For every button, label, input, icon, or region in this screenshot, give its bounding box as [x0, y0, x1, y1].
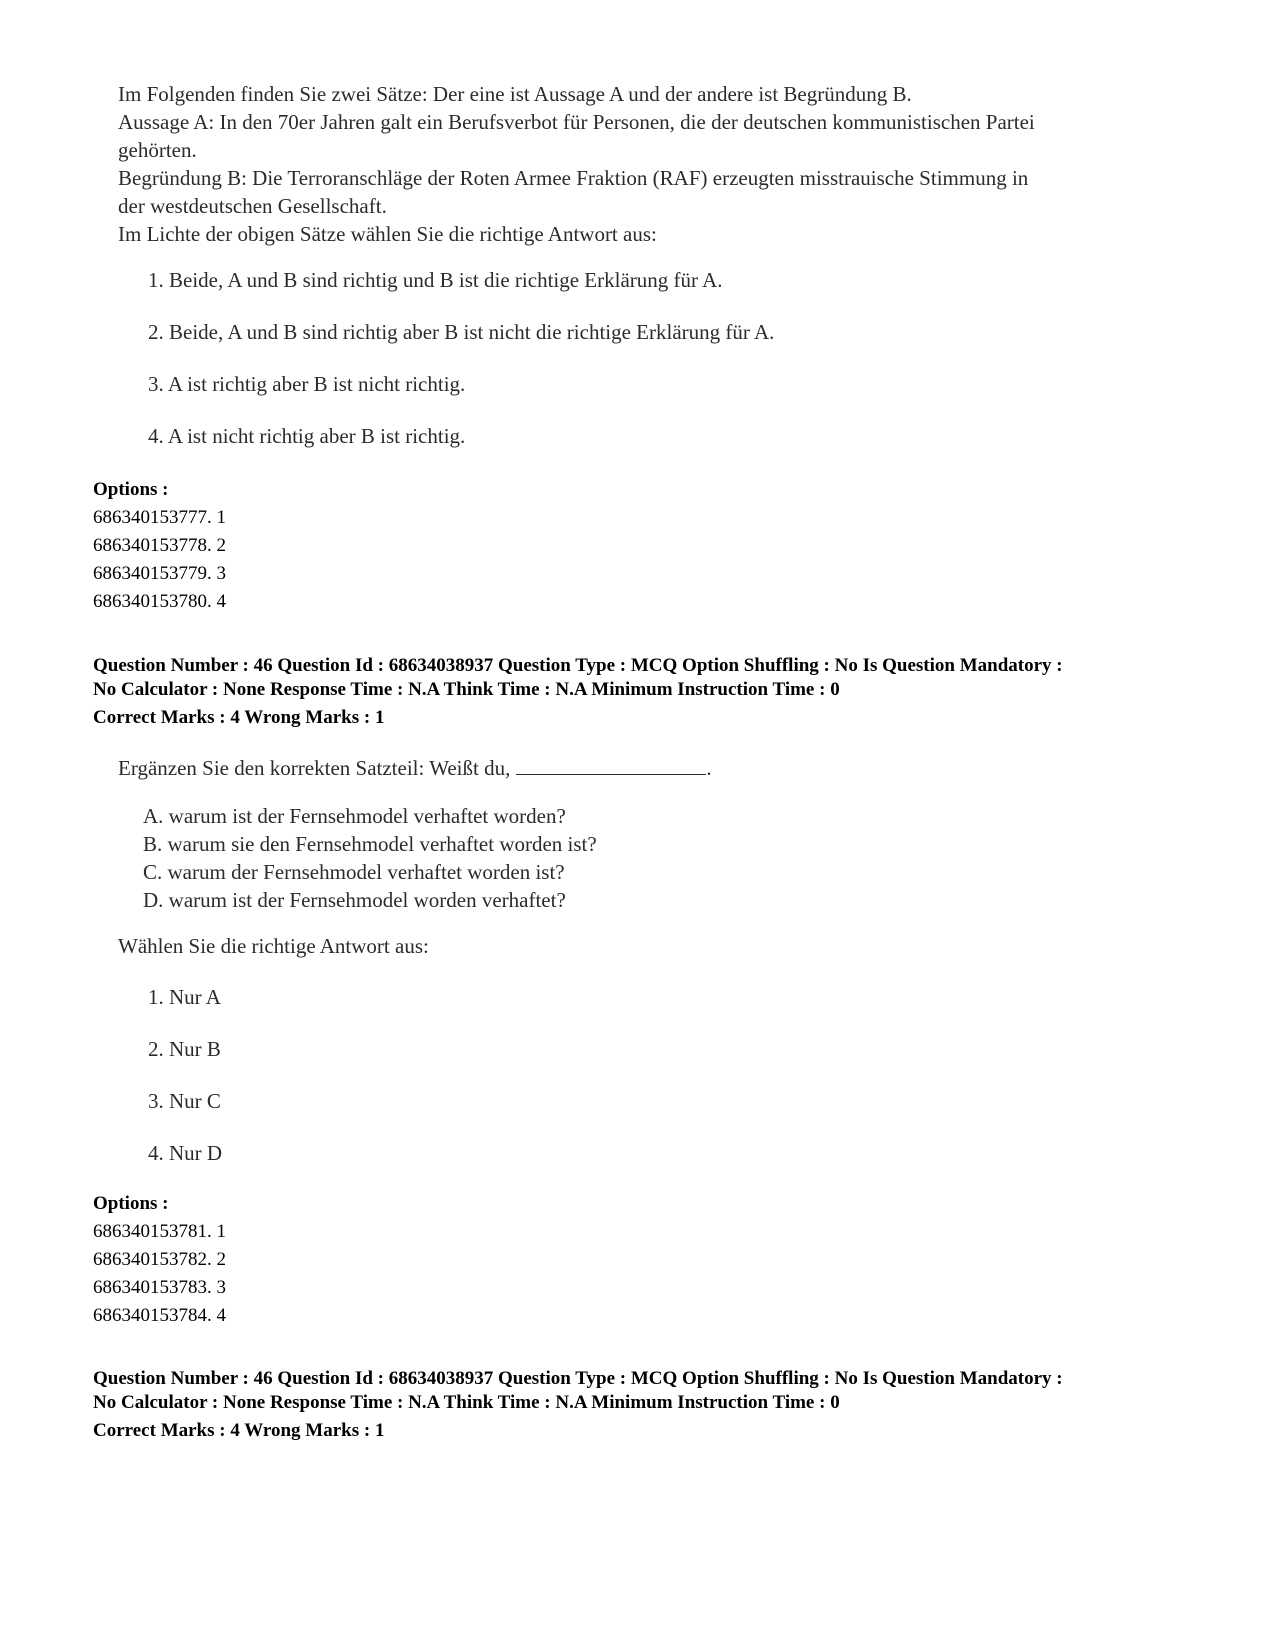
q45-choice-2: 2. Beide, A und B sind richtig aber B ist nicht die richtige Erklärung für A. [148, 320, 775, 344]
q46-stem-end: . [706, 756, 712, 780]
option-id: 686340153779. 3 [93, 563, 226, 584]
fill-in-blank [516, 756, 706, 775]
options-label: Options : [93, 1193, 169, 1214]
q45-choice-1: 1. Beide, A und B sind richtig und B ist die richtige Erklärung für A. [148, 268, 723, 292]
q46-options [93, 1190, 226, 1330]
question-meta-line: Question Number : 46 Question Id : 68634038937 Question Type : MCQ Option Shuffling : No Is Question Mandatory : [93, 1368, 1063, 1389]
question-meta-line: No Calculator : None Response Time : N.A Think Time : N.A Minimum Instruction Time : 0 [93, 1392, 840, 1413]
q45-aussage-a-cont: gehörten. [118, 138, 197, 162]
q46-prompt-block [118, 932, 429, 960]
q45-stem [118, 80, 1035, 248]
q45-begruendung-b: Begründung B: Die Terroranschläge der Roten Armee Fraktion (RAF) erzeugten misstrauische Stimmung in [118, 166, 1029, 190]
option-id: 686340153781. 1 [93, 1221, 226, 1242]
q45-prompt: Im Lichte der obigen Sätze wählen Sie die richtige Antwort aus: [118, 222, 657, 246]
q46-prompt: Wählen Sie die richtige Antwort aus: [118, 934, 429, 958]
q46-stem [118, 754, 712, 782]
sentence-option-a: A. warum ist der Fernsehmodel verhaftet worden? [143, 804, 566, 828]
q46-choice-2: 2. Nur B [148, 1037, 221, 1061]
option-id: 686340153783. 3 [93, 1277, 226, 1298]
option-id: 686340153780. 4 [93, 591, 226, 612]
option-id: 686340153784. 4 [93, 1305, 226, 1326]
q46-choice-1: 1. Nur A [148, 985, 221, 1009]
q46-meta [93, 654, 1063, 730]
option-id: 686340153778. 2 [93, 535, 226, 556]
marks-line: Correct Marks : 4 Wrong Marks : 1 [93, 707, 385, 728]
q45-options [93, 476, 226, 616]
sentence-option-b: B. warum sie den Fernsehmodel verhaftet worden ist? [143, 832, 597, 856]
sentence-option-c: C. warum der Fernsehmodel verhaftet worden ist? [143, 860, 565, 884]
question-meta-line: Question Number : 46 Question Id : 68634038937 Question Type : MCQ Option Shuffling : No Is Question Mandatory : [93, 655, 1063, 676]
q45-aussage-a: Aussage A: In den 70er Jahren galt ein Berufsverbot für Personen, die der deutschen kommunistischen Partei [118, 110, 1035, 134]
q46-sentence-options [143, 802, 597, 914]
question-meta-line: No Calculator : None Response Time : N.A Think Time : N.A Minimum Instruction Time : 0 [93, 679, 840, 700]
q47-meta [93, 1367, 1063, 1443]
q45-begruendung-b-cont: der westdeutschen Gesellschaft. [118, 194, 387, 218]
q45-choice-3: 3. A ist richtig aber B ist nicht richtig. [148, 372, 466, 396]
q45-choice-4: 4. A ist nicht richtig aber B ist richtig. [148, 424, 466, 448]
q46-choice-3: 3. Nur C [148, 1089, 221, 1113]
q46-stem-text: Ergänzen Sie den korrekten Satzteil: Weißt du, [118, 756, 511, 780]
sentence-option-d: D. warum ist der Fernsehmodel worden verhaftet? [143, 888, 566, 912]
marks-line: Correct Marks : 4 Wrong Marks : 1 [93, 1420, 385, 1441]
q46-choice-4: 4. Nur D [148, 1141, 223, 1165]
option-id: 686340153777. 1 [93, 507, 226, 528]
q45-intro: Im Folgenden finden Sie zwei Sätze: Der eine ist Aussage A und der andere ist Begründung B. [118, 82, 912, 106]
options-label: Options : [93, 479, 169, 500]
option-id: 686340153782. 2 [93, 1249, 226, 1270]
